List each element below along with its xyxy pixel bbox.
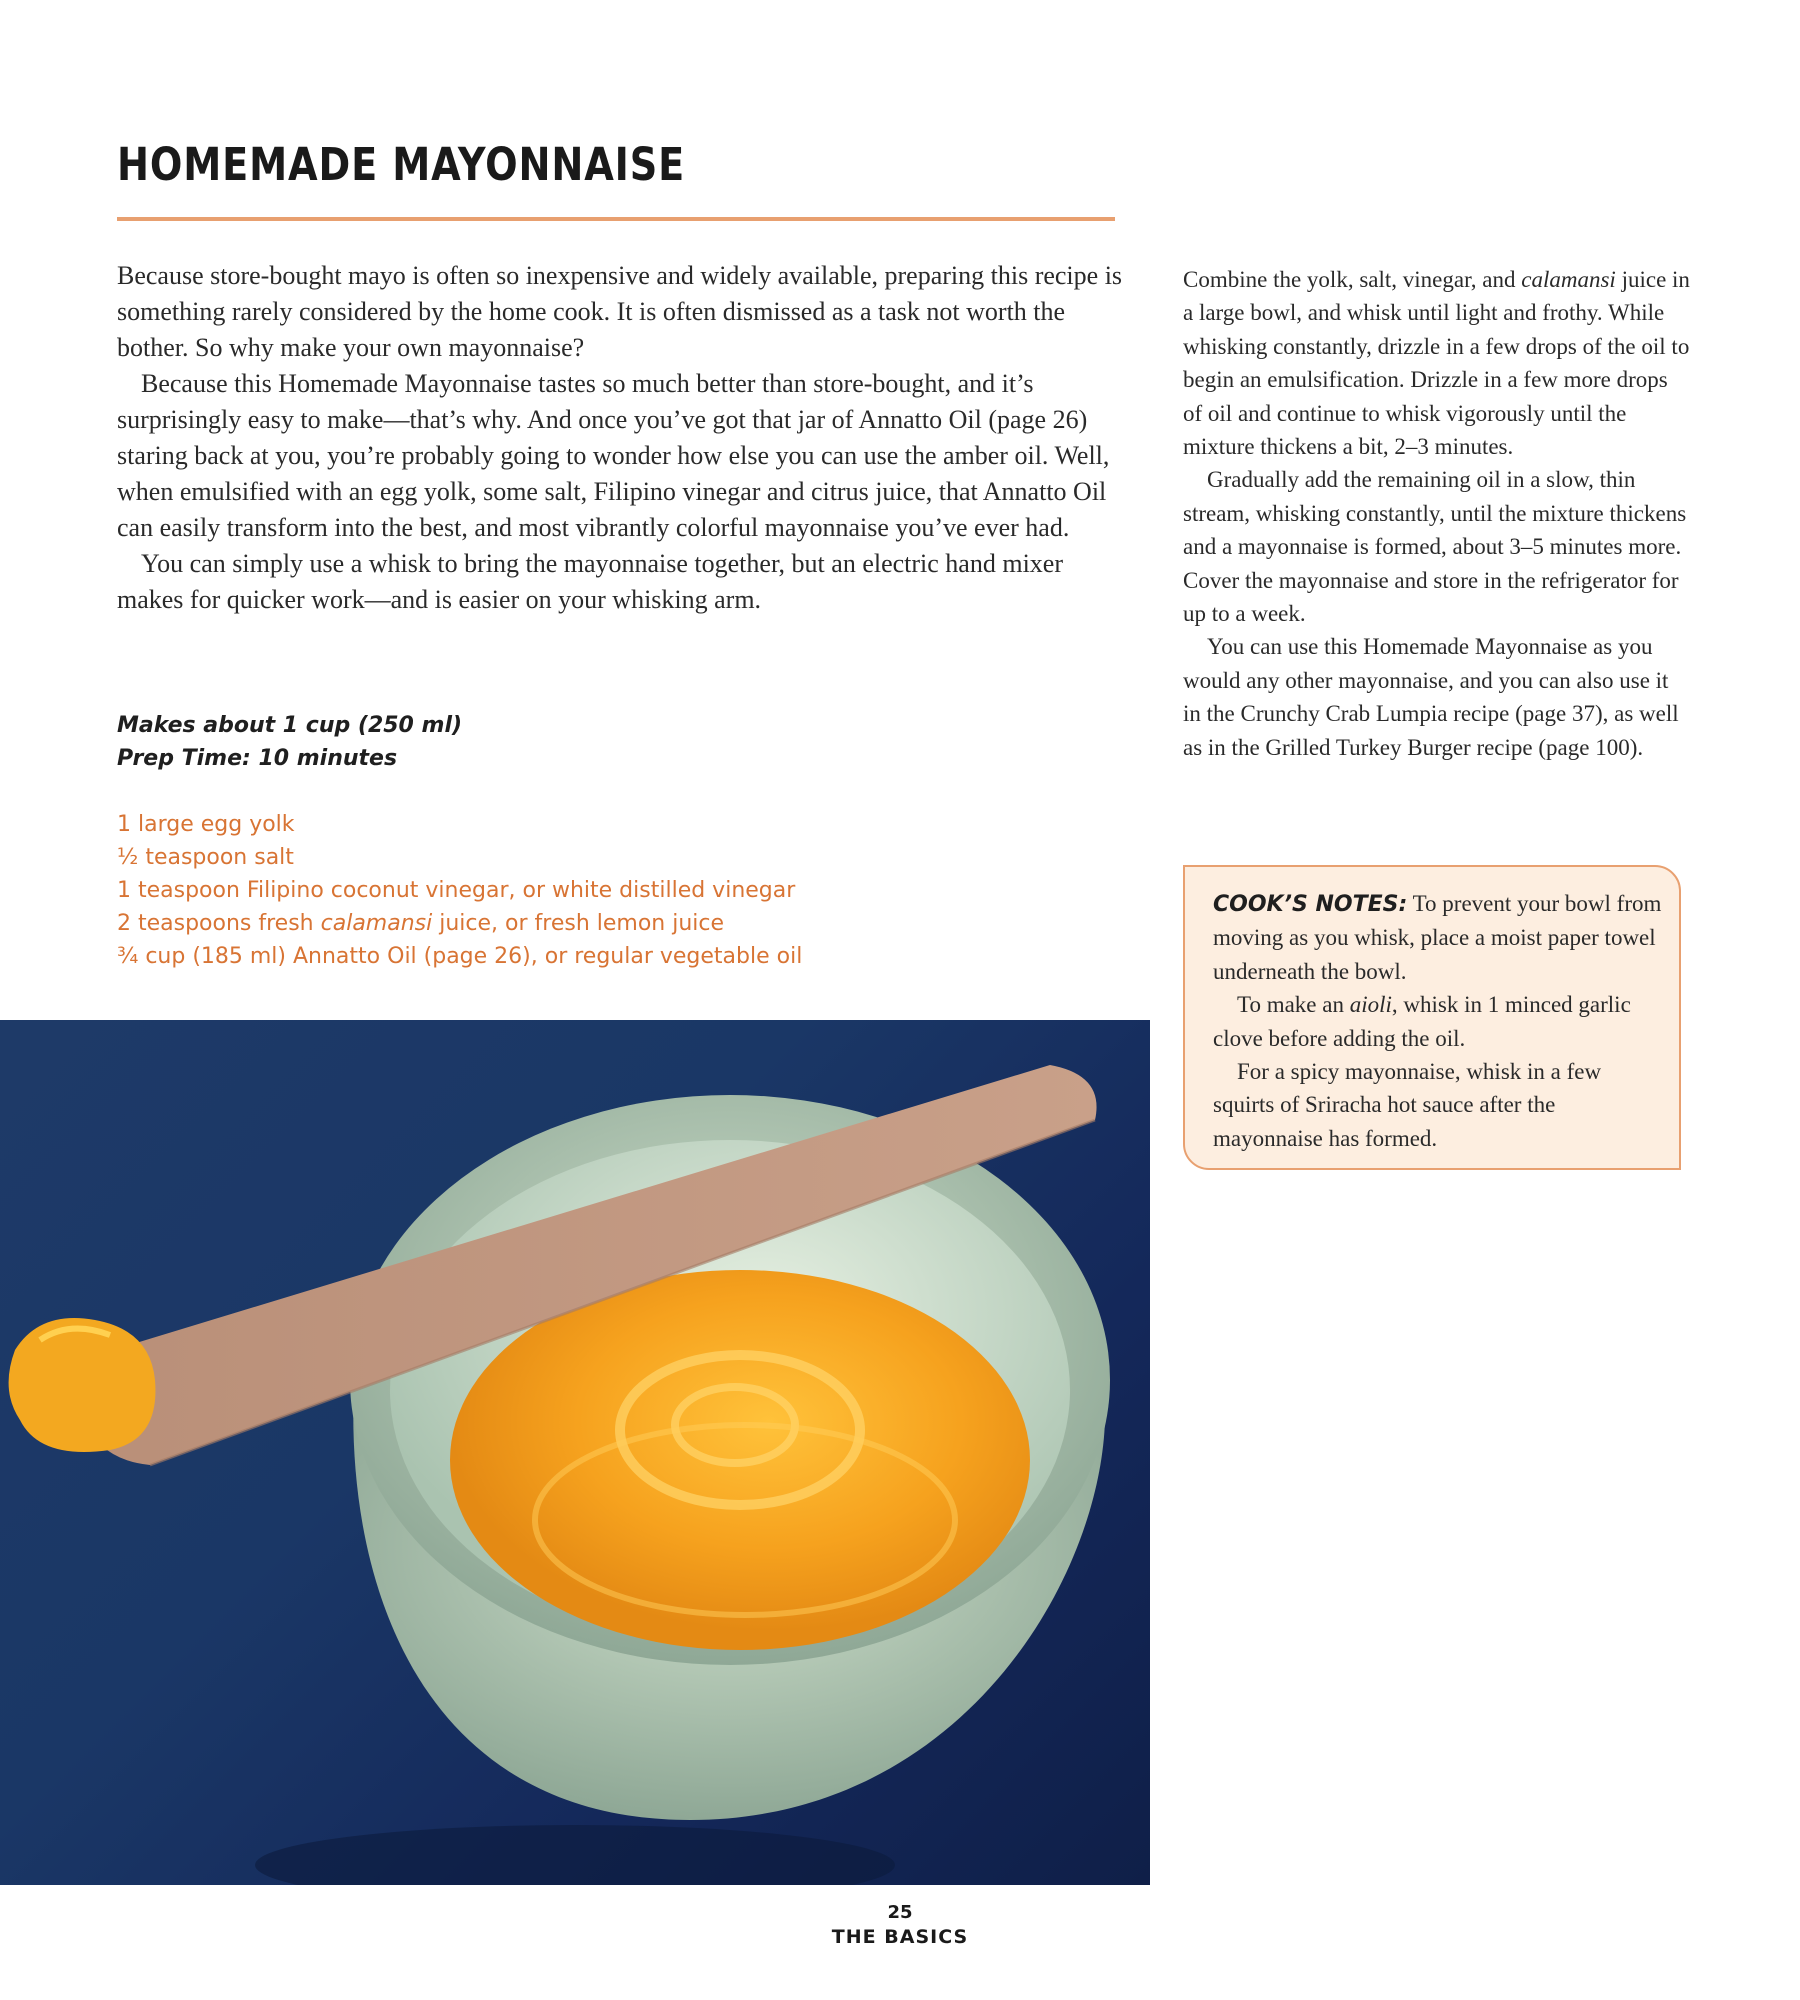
- mayonnaise-bowl-illustration: [0, 1020, 1150, 1885]
- intro-paragraph: Because store-bought mayo is often so inexpensive and widely available, preparing this recipe is something rarely considered by the home cook. It is often dismissed as a task not worth the bother. So why make your own mayonnaise?: [117, 261, 1123, 362]
- ingredient-item: [117, 907, 1067, 940]
- method-text-segment: Combine the yolk, salt, vinegar, and: [1183, 267, 1522, 292]
- method-paragraph: [1183, 263, 1691, 463]
- note-text: , whisk in 1 minced garlic clove before adding the oil.: [1213, 992, 1631, 1051]
- ingredient-item: 1 large egg yolk: [117, 812, 295, 837]
- ingredient-item: ¾ cup (185 ml) Annatto Oil (page 26), or regular vegetable oil: [117, 944, 803, 969]
- ingredient-item: 1 teaspoon Filipino coconut vinegar, or white distilled vinegar: [117, 878, 796, 903]
- ingredient-list: [117, 808, 1067, 973]
- method-text: [1183, 263, 1691, 764]
- cooks-notes-box: [1183, 865, 1681, 1170]
- recipe-title: HOMEMADE MAYONNAISE: [117, 138, 686, 191]
- note-paragraph: For a spicy mayonnaise, whisk in a few squirts of Sriracha hot sauce after the mayonnaise has formed.: [1213, 1059, 1602, 1151]
- prep-time: Prep Time: 10 minutes: [117, 746, 398, 771]
- intro-text: [117, 258, 1127, 618]
- note-emphasis: aioli: [1349, 992, 1392, 1018]
- recipe-meta: [117, 709, 1017, 775]
- method-emphasis: calamansi: [1521, 267, 1616, 292]
- title-divider: [117, 217, 1115, 221]
- intro-paragraph: Because this Homemade Mayonnaise tastes so much better than store-bought, and it’s surprisingly easy to make—that’s why. And once you’ve got that jar of Annatto Oil (page 26) staring back at you, you’re probably going to wonder how else you can use the amber oil. Well, when emulsified with an egg yolk, some salt, Filipino vinegar and citrus juice, that Annatto Oil can easily transform into the best, and most vibrantly colorful mayonnaise you’ve ever had.: [117, 369, 1110, 542]
- method-paragraph: You can use this Homemade Mayonnaise as you would any other mayonnaise, and you can also use it in the Crunchy Crab Lumpia recipe (page 37), as well as in the Grilled Turkey Burger recipe (page 100).: [1183, 634, 1679, 760]
- page-number: 25: [887, 1902, 913, 1923]
- note-text: To make an: [1237, 992, 1350, 1018]
- page-footer: [800, 1902, 1000, 1950]
- note-paragraph: [1213, 887, 1663, 988]
- mayonnaise-photo: [0, 1020, 1150, 1885]
- ingredient-emphasis: calamansi: [320, 911, 433, 936]
- method-text-segment: juice in a large bowl, and whisk until light and frothy. While whisking constantly, drizzle in a few drops of the oil to begin an emulsification. Drizzle in a few more drops of oil and continue to whisk vigorously until the mixture thickens a bit, 2–3 minutes.: [1183, 267, 1690, 460]
- ingredient-item: ½ teaspoon salt: [117, 845, 294, 870]
- ingredient-text: juice, or fresh lemon juice: [432, 911, 725, 936]
- note-paragraph: [1213, 988, 1663, 1055]
- intro-paragraph: You can simply use a whisk to bring the mayonnaise together, but an electric hand mixer makes for quicker work—and is easier on your whisking arm.: [117, 549, 1063, 614]
- section-name: THE BASICS: [831, 1926, 969, 1948]
- cooks-notes-label: COOK’S NOTES:: [1213, 892, 1408, 917]
- yield: Makes about 1 cup (250 ml): [117, 713, 463, 738]
- method-paragraph: Gradually add the remaining oil in a slow, thin stream, whisking constantly, until the mixture thickens and a mayonnaise is formed, about 3–5 minutes more. Cover the mayonnaise and store in the refrigerator for up to a week.: [1183, 467, 1687, 627]
- ingredient-text: 2 teaspoons fresh: [117, 911, 321, 936]
- note-text: To prevent your bowl from moving as you whisk, place a moist paper towel underneath the bowl.: [1213, 891, 1662, 984]
